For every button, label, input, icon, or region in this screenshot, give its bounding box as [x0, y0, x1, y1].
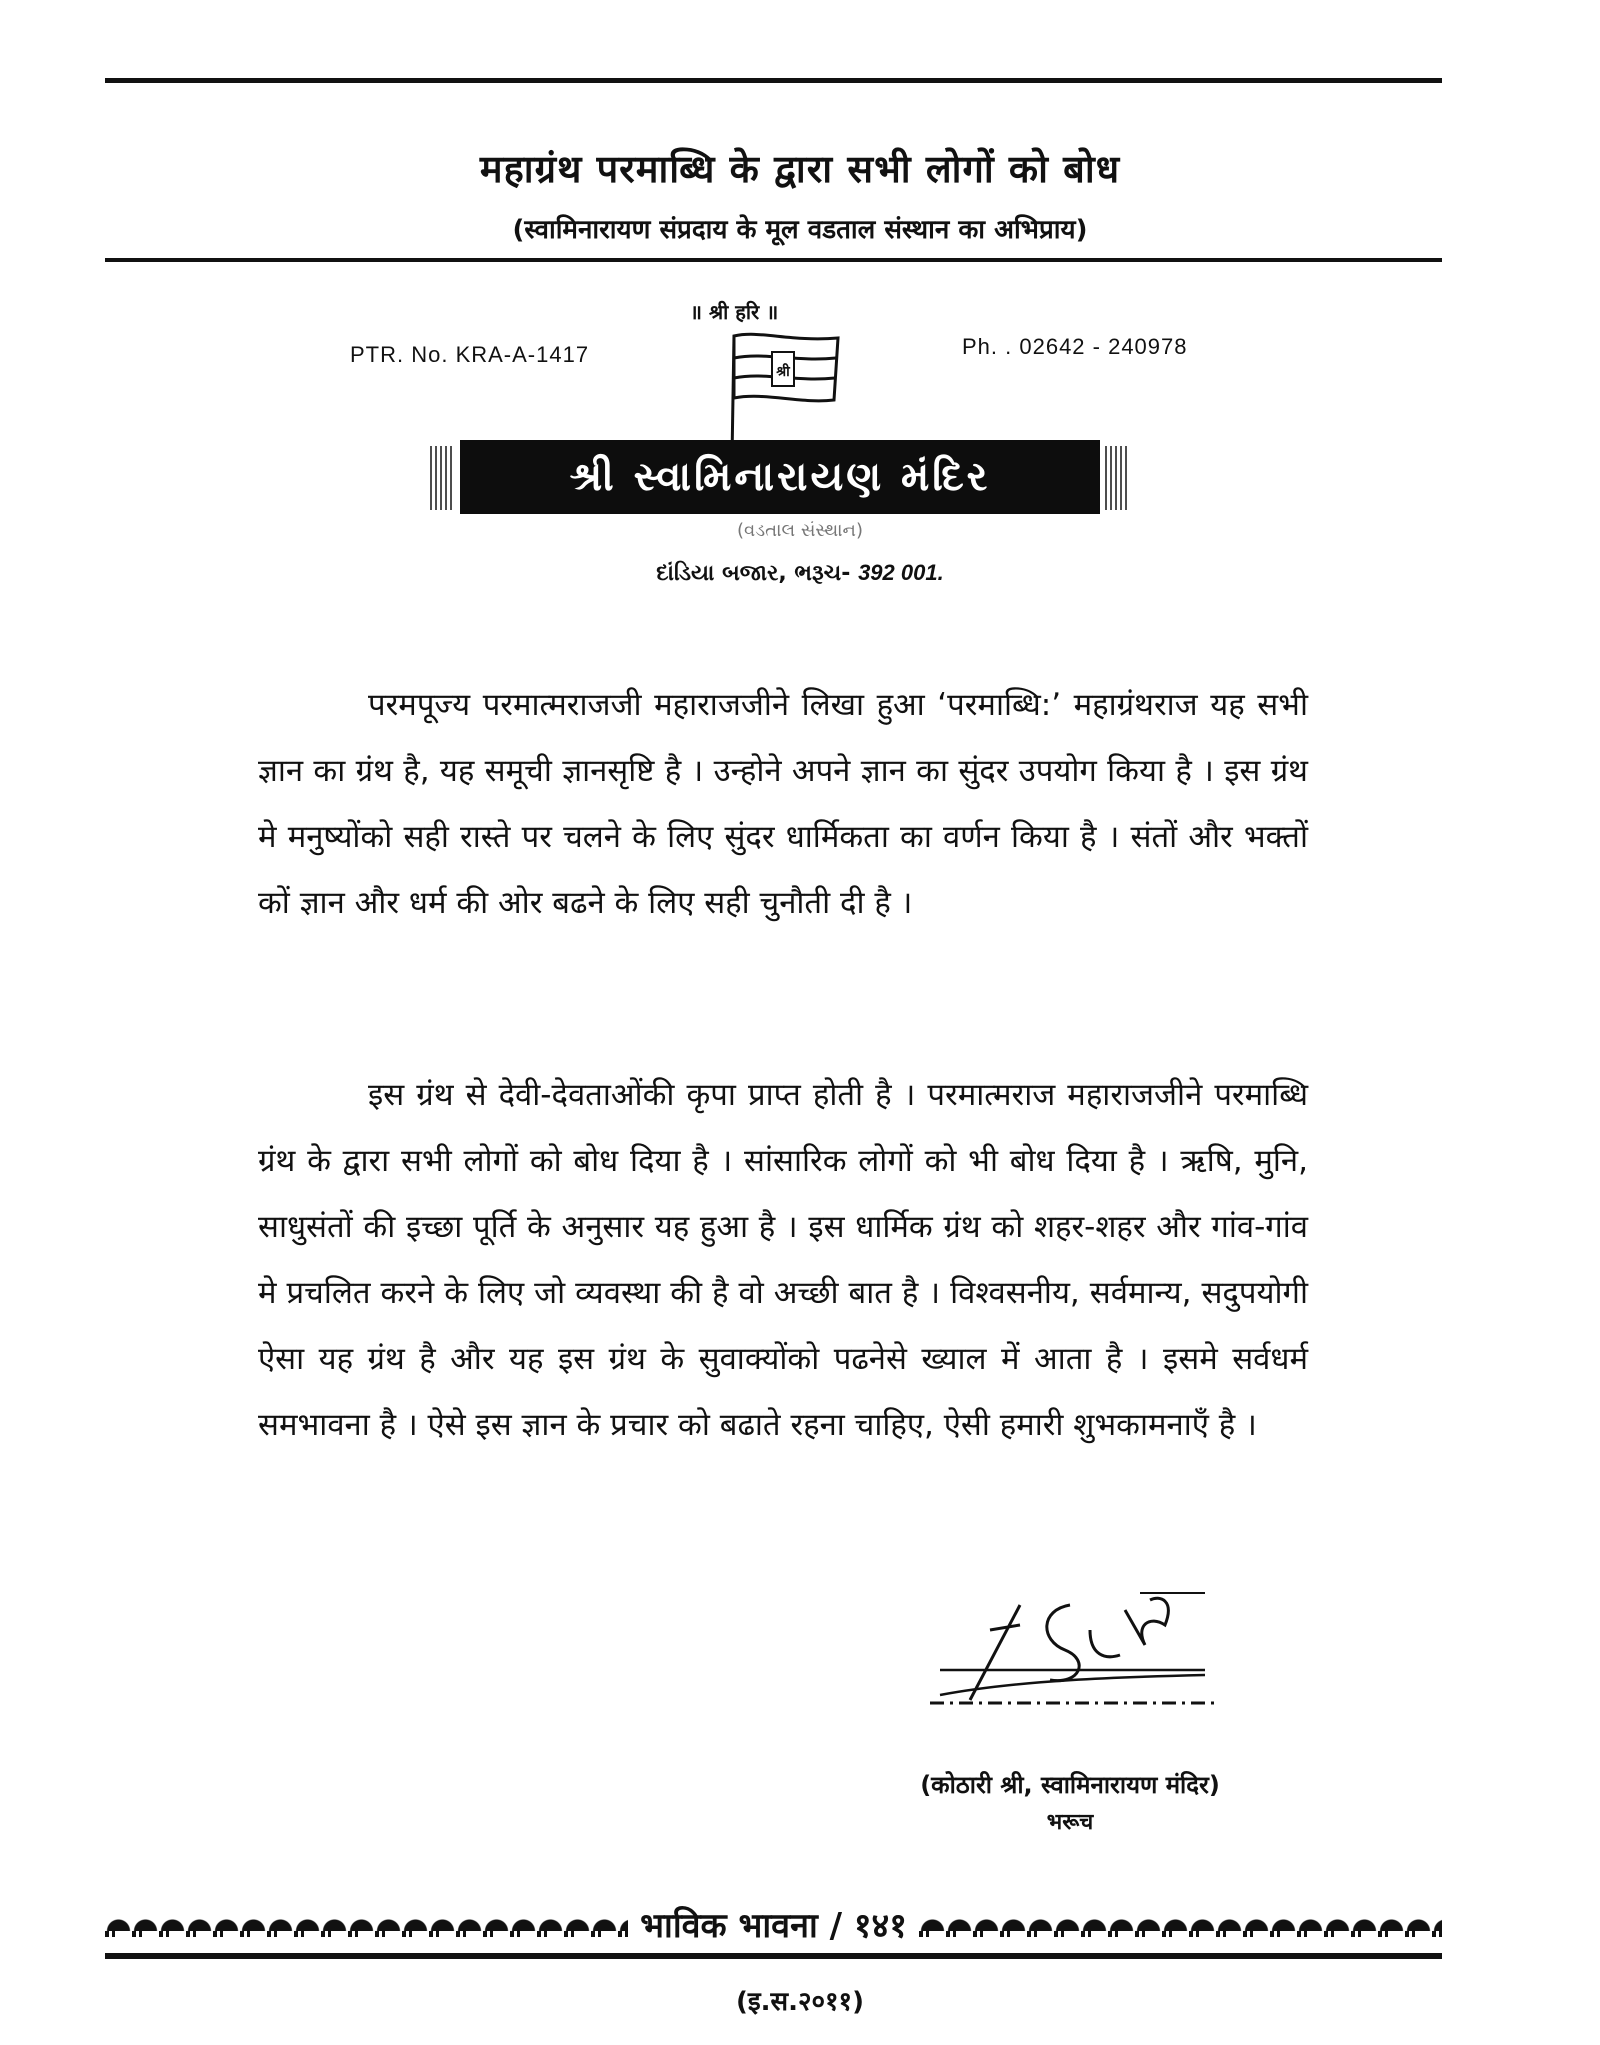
paragraph-1 [258, 672, 1308, 936]
flag-emblem: श्री [776, 364, 790, 380]
signatory-title: (कोठारी श्री, स्वामिनारायण मंदिर) [920, 1771, 1220, 1799]
footer-band [105, 1902, 1442, 1946]
temple-address [0, 560, 1600, 586]
invocation: ॥ श्री हरि ॥ [690, 300, 779, 324]
address-text: દાંડિયા બજાર, ભરૂચ- [656, 561, 851, 586]
signature-icon [920, 1585, 1230, 1715]
paragraph-2 [258, 1062, 1308, 1458]
ornament-border-right [919, 1911, 1442, 1937]
page-title: महाग्रंथ परमाब्धि के द्वारा सभी लोगों को बोध [479, 147, 1121, 191]
temple-subtext: (વડતાલ સંસ્થાન) [737, 520, 863, 541]
top-divider [105, 78, 1442, 83]
banner-hatch-right [1105, 446, 1130, 510]
ornament-border-left [105, 1911, 628, 1937]
temple-name: શ્રી સ્વામિનારાયણ મંદિર [460, 440, 1100, 514]
footer-label: भाविक भावना / १४१ [640, 1906, 907, 1946]
footer-year: (इ.स.२०११) [736, 1987, 864, 2017]
pincode: 392 001. [858, 560, 944, 585]
phone-number: Ph. . 02642 - 240978 [962, 334, 1188, 359]
ptr-number: PTR. No. KRA-A-1417 [350, 342, 590, 367]
banner-hatch-left [430, 446, 455, 510]
signatory-place: भरूच [1046, 1810, 1094, 1835]
header-divider [105, 258, 1442, 262]
paragraph-1-text: परमपूज्य परमात्मराजजी महाराजजीने लिखा हुआ ‘परमाब्धि:’ महाग्रंथराज यह सभी ज्ञान का ग्रंथ है, यह समूची ज्ञानसृष्टि है । उन्होने अपने ज्ञान का सुंदर उपयोग किया है । इस ग्रंथ मे मनुष्योंको सही रास्ते पर चलने के लिए सुंदर धार्मिकता का वर्णन किया है । संतों और भक्तों कों ज्ञान और धर्म की ओर बढने के लिए सही चुनौती दी है । [258, 687, 1308, 921]
temple-banner [430, 440, 1130, 514]
paragraph-2-text: इस ग्रंथ से देवी-देवताओंकी कृपा प्राप्त होती है । परमात्मराज महाराजजीने परमाब्धि ग्रंथ के द्वारा सभी लोगों को बोध दिया है । सांसारिक लोगों को भी बोध दिया है । ऋषि, मुनि, साधुसंतों की इच्छा पूर्ति के अनुसार यह हुआ है । इस धार्मिक ग्रंथ को शहर-शहर और गांव-गांव मे प्रचलित करने के लिए जो व्यवस्था की है वो अच्छी बात है । विश्वसनीय, सर्वमान्य, सदुपयोगी ऐसा यह ग्रंथ है और यह इस ग्रंथ के सुवाक्योंको पढनेसे ख्याल में आता है । इसमे सर्वधर्म समभावना है । ऐसे इस ज्ञान के प्रचार को बढाते रहना चाहिए, ऐसी हमारी शुभकामनाएँ है । [258, 1077, 1308, 1443]
footer-divider [105, 1953, 1442, 1959]
page-subtitle: (स्वामिनारायण संप्रदाय के मूल वडताल संस्थान का अभिप्राय) [512, 215, 1088, 245]
